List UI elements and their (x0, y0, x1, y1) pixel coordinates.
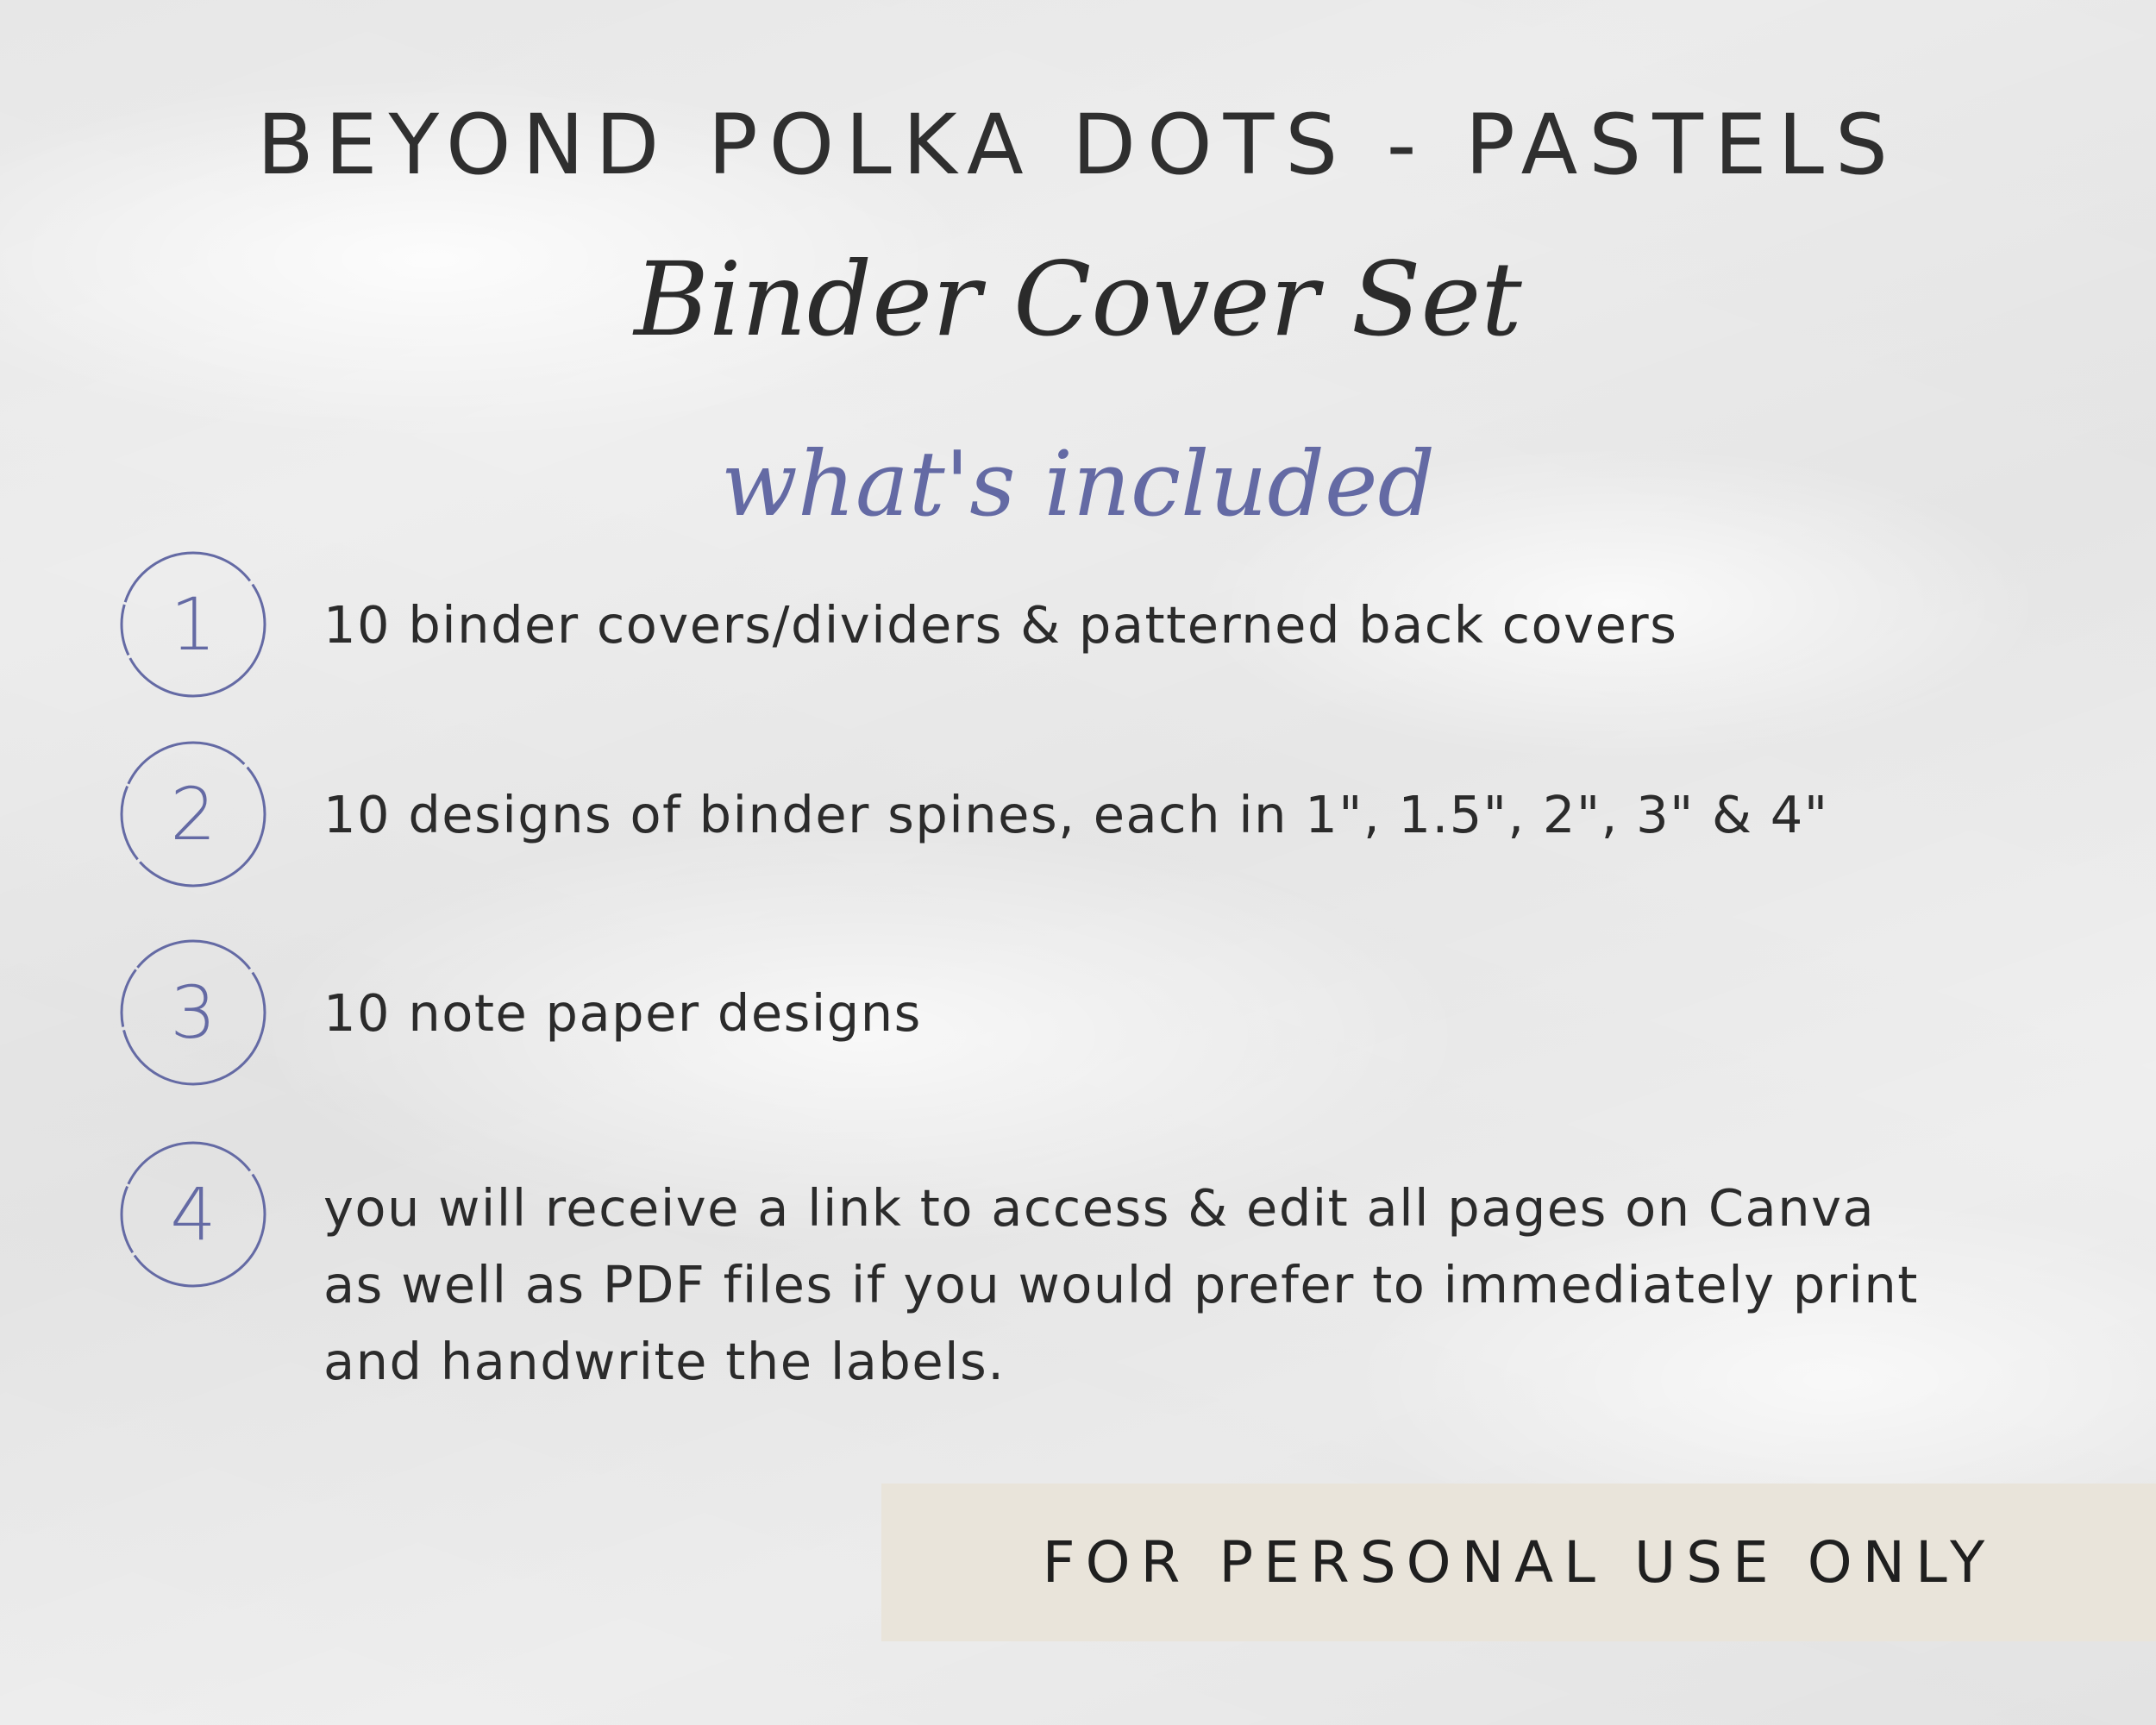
item-number: 2 (170, 772, 216, 856)
item-text (323, 776, 2100, 853)
page-subtitle: Binder Cover Set (634, 240, 1522, 359)
number-circle-icon (119, 938, 267, 1087)
number-circle-icon (119, 1140, 267, 1289)
item-number: 3 (170, 970, 216, 1055)
item-line: 10 binder covers/dividers & patterned back covers (323, 595, 1678, 655)
list-item (119, 550, 2103, 706)
item-line: 10 note paper designs (323, 983, 922, 1043)
personal-use-badge (881, 1484, 2156, 1641)
item-number: 4 (170, 1172, 216, 1257)
list-item (119, 740, 2103, 895)
number-circle-icon (119, 550, 267, 699)
item-line: 10 designs of binder spines, each in 1", 1.5", 2", 3" & 4" (323, 785, 1829, 844)
page-title: BEYOND POLKA DOTS - PASTELS (257, 97, 1899, 193)
section-heading: what's included (720, 431, 1436, 536)
item-text (323, 586, 2100, 663)
badge-label: FOR PERSONAL USE ONLY (1042, 1529, 1996, 1596)
item-text (323, 1170, 2100, 1400)
list-item (119, 1140, 2103, 1399)
item-line: you will receive a link to access & edit all pages on Canva (323, 1178, 1876, 1238)
number-circle-icon (119, 740, 267, 888)
item-text (323, 975, 2100, 1051)
item-line: as well as PDF files if you would prefer to immediately print (323, 1255, 1919, 1314)
list-item (119, 938, 2103, 1094)
item-number: 1 (170, 582, 216, 667)
item-line: and handwrite the labels. (323, 1332, 1006, 1391)
